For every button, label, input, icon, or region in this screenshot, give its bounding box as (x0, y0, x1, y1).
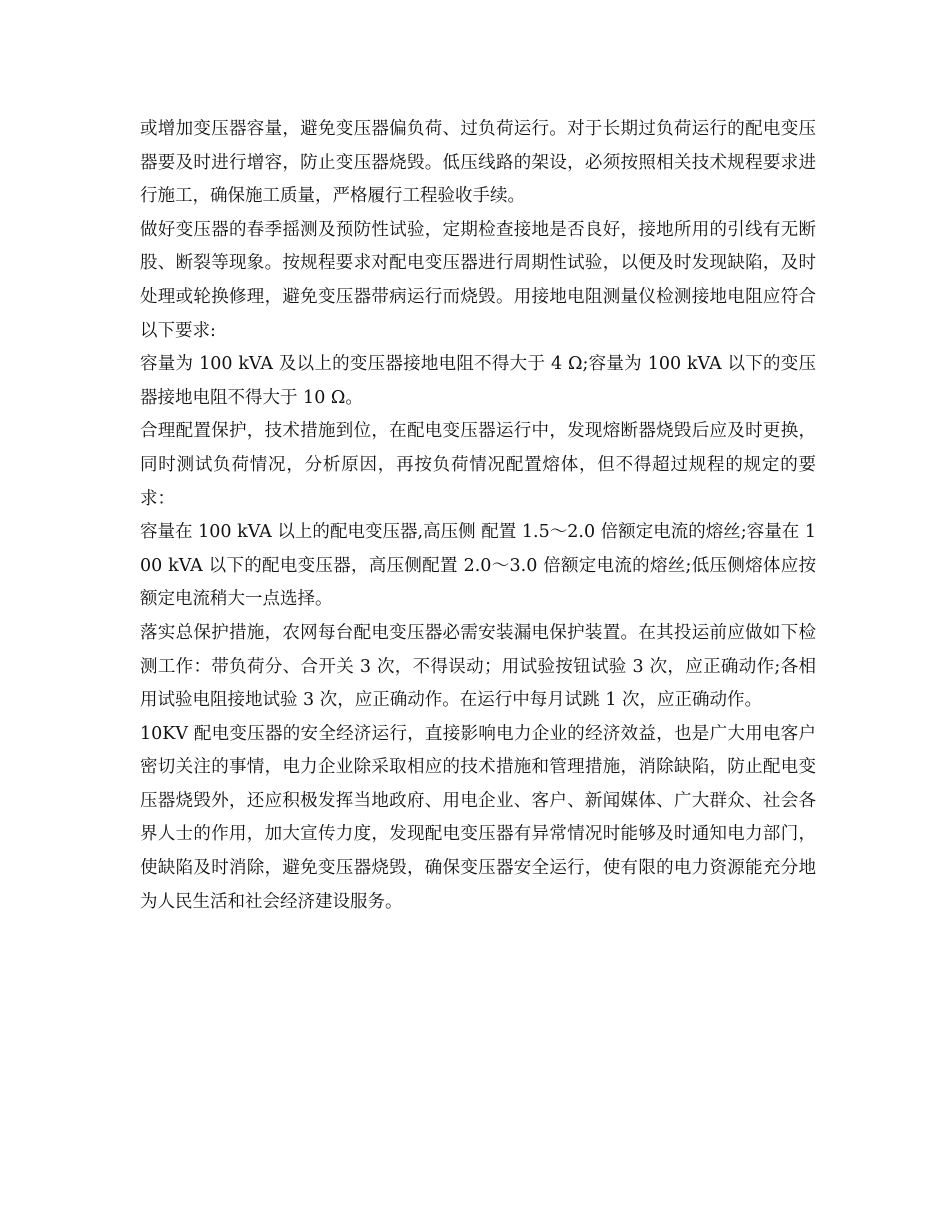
paragraph-6: 落实总保护措施，农网每台配电变压器必需安装漏电保护装置。在其投运前应做如下检测工作：带负荷分、合开关 3 次，不得误动；用试验按钮试验 3 次，应正确动作;各相用试验电阻接地试验 3 次，应正确动作。在运行中每月试跳 1 次，应正确动作。 (140, 622, 816, 711)
document-body (140, 113, 816, 919)
paragraph-1: 或增加变压器容量，避免变压器偏负荷、过负荷运行。对于长期过负荷运行的配电变压器要及时进行增容，防止变压器烧毁。低压线路的架设，必须按照相关技术规程要求进行施工，确保施工质量，严格履行工程验收手续。 (140, 119, 816, 207)
paragraph-4: 合理配置保护，技术措施到位，在配电变压器运行中，发现熔断器烧毁后应及时更换，同时测试负荷情况，分析原因，再按负荷情况配置熔体，但不得超过规程的规定的要求： (140, 421, 816, 509)
paragraph-5: 容量在 100 kVA 以上的配电变压器,高压侧 配置 1.5～2.0 倍额定电流的熔丝;容量在 100 kVA 以下的配电变压器，高压侧配置 2.0～3.0 倍额定电流的熔丝;低压侧熔体应按额定电流稍大一点选择。 (140, 522, 816, 610)
paragraph-7: 10KV 配电变压器的安全经济运行，直接影响电力企业的经济效益，也是广大用电客户密切关注的事情，电力企业除采取相应的技术措施和管理措施，消除缺陷，防止配电变压器烧毁外，还应积极发挥当地政府、用电企业、客户、新闻媒体、广大群众、社会各界人士的作用，加大宣传力度，发现配电变压器有异常情况时能够及时通知电力部门，使缺陷及时消除，避免变压器烧毁，确保变压器安全运行，使有限的电力资源能充分地为人民生活和社会经济建设服务。 (140, 723, 816, 912)
paragraph-3: 容量为 100 kVA 及以上的变压器接地电阻不得大于 4 Ω;容量为 100 kVA 以下的变压器接地电阻不得大于 10 Ω。 (140, 354, 816, 408)
paragraph-2: 做好变压器的春季摇测及预防性试验，定期检查接地是否良好，接地所用的引线有无断股、断裂等现象。按规程要求对配电变压器进行周期性试验，以便及时发现缺陷，及时处理或轮换修理，避免变压器带病运行而烧毁。用接地电阻测量仪检测接地电阻应符合以下要求: (140, 219, 816, 341)
